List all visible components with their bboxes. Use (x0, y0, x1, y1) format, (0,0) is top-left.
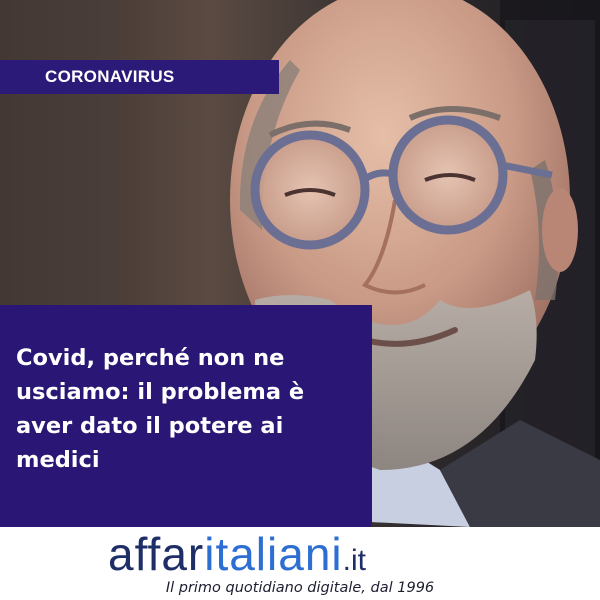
category-badge[interactable] (0, 60, 279, 94)
brand-tagline: Il primo quotidiano digitale, dal 1996 (165, 580, 435, 596)
headline-text: Covid, perché non ne usciamo: il problema è aver dato il potere ai medici (16, 345, 305, 473)
brand-footer (0, 527, 600, 600)
headline-overlay[interactable] (0, 305, 372, 527)
logo-part-affar: affar (108, 528, 205, 580)
brand-logo[interactable] (108, 528, 366, 584)
logo-part-italiani: italiani (204, 528, 343, 580)
logo-suffix: .it (342, 544, 366, 577)
category-label: CORONAVIRUS (45, 67, 175, 86)
